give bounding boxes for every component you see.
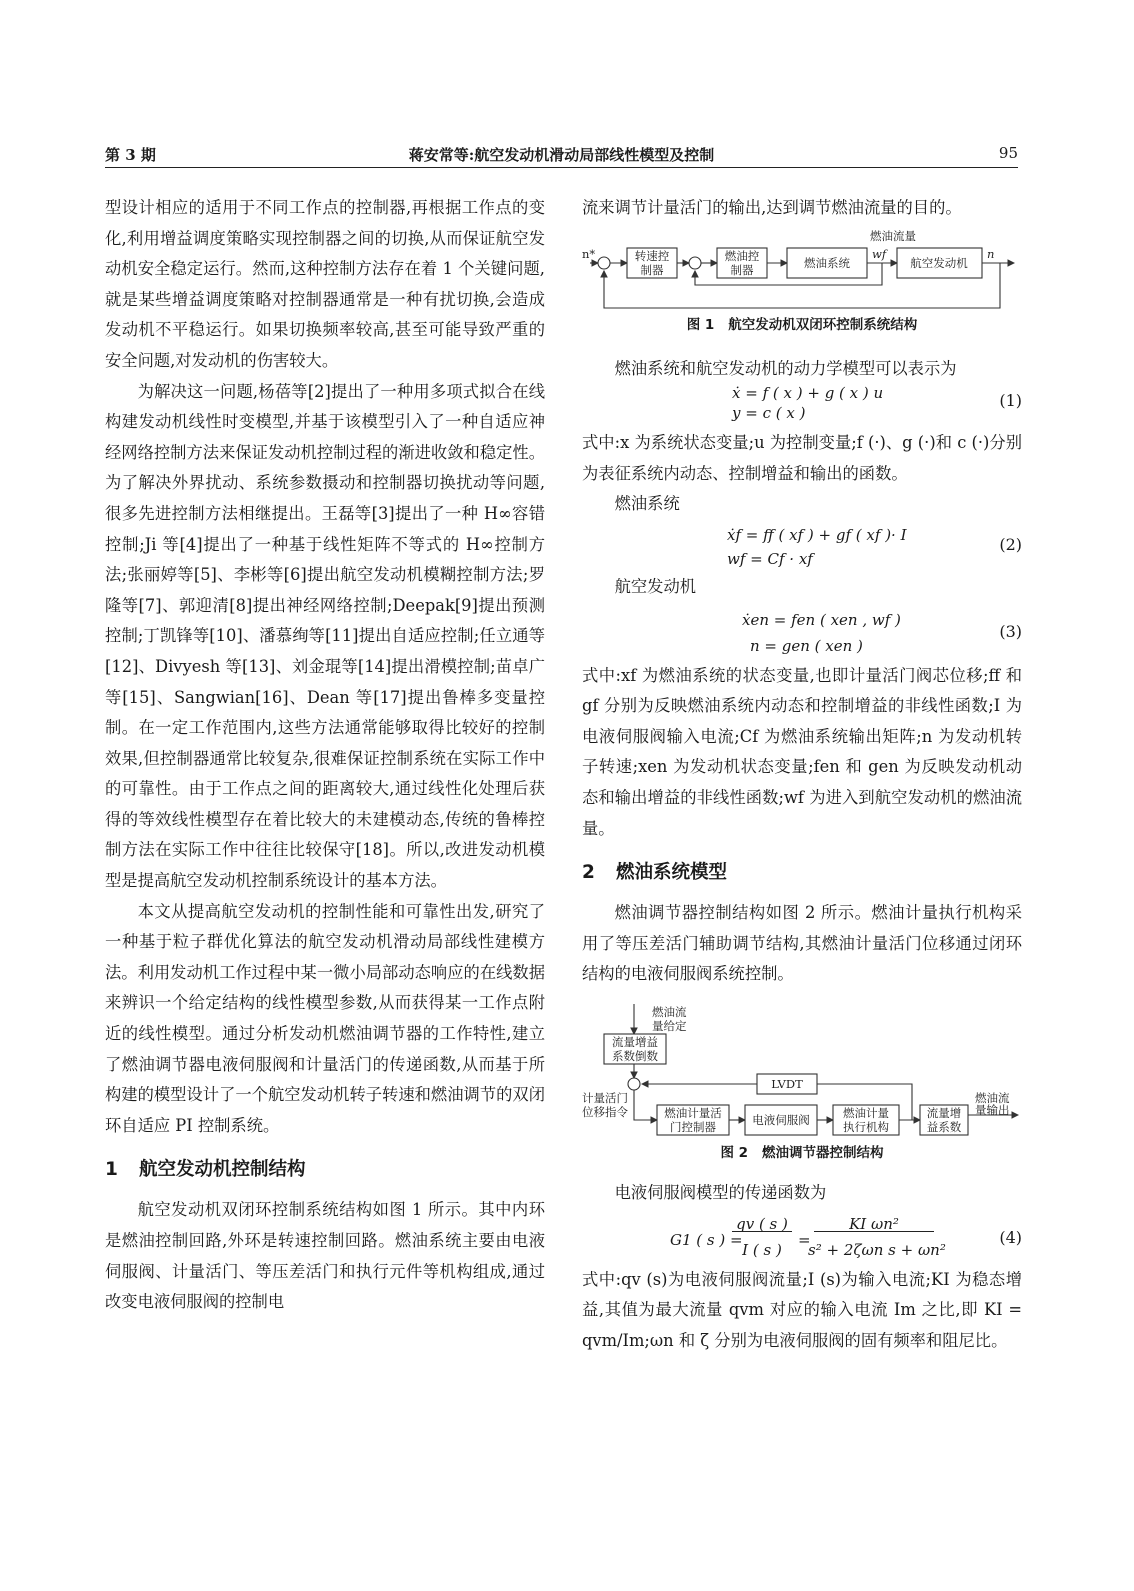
- svg-text:流量增益: 流量增益: [612, 1034, 658, 1049]
- svg-text:系数倒数: 系数倒数: [612, 1048, 658, 1063]
- figure-2-diagram: [582, 1002, 1022, 1144]
- page-number: 95: [998, 144, 1018, 162]
- paragraph: 型设计相应的适用于不同工作点的控制器,再根据工作点的变化,利用增益调度策略实现控制器之间的切换,从而保证航空发动机安全稳定运行。然而,这种控制方法存在着 1 个关键问题,就是某些增益调度策略对控制器通常是一种有扰切换,会造成发动机不平稳运行。如果切换频率较高,甚至可能导致严重的安全问题,对发动机的伤害较大。: [105, 198, 545, 370]
- paragraph: 电液伺服阀模型的传递函数为: [614, 1182, 827, 1202]
- svg-text:燃油计量活: 燃油计量活: [664, 1105, 722, 1120]
- paragraph: 式中:x 为系统状态变量;u 为控制变量;f (·)、g (·)和 c (·)分别为表征系统内动态、控制增益和输出的函数。: [582, 433, 1022, 483]
- svg-text:燃油流: 燃油流: [975, 1090, 1010, 1105]
- figure-1-diagram: [582, 230, 1022, 318]
- svg-text:n: n: [987, 246, 995, 261]
- running-header: [105, 140, 1018, 166]
- issue-number: 第 3 期: [105, 146, 156, 164]
- paragraph: 式中:qv (s)为电液伺服阀流量;I (s)为输入电流;KI 为稳态增益,其值为最大流量 qvm 对应的输入电流 Im 之比,即 KI = qvm/Im;ωn 和 ζ 分别为电液伺服阀的固有频率和阻尼比。: [582, 1269, 1022, 1350]
- section-heading-1: 1 航空发动机控制结构: [105, 1159, 306, 1181]
- header-rule: [105, 167, 1018, 168]
- svg-text:燃油系统: 燃油系统: [804, 255, 850, 270]
- equation-1: ẋ = f ( x ) + g ( x ) u y = c ( x ) (1): [732, 384, 1022, 423]
- paragraph: 燃油系统和航空发动机的动力学模型可以表示为: [614, 358, 957, 378]
- svg-text:门控制器: 门控制器: [670, 1119, 716, 1134]
- svg-text:wf: wf: [872, 246, 887, 261]
- svg-text:量输出: 量输出: [975, 1102, 1010, 1117]
- left-column: [105, 193, 545, 1318]
- svg-text:电液伺服阀: 电液伺服阀: [752, 1112, 810, 1127]
- n-star-label: n*: [582, 246, 596, 261]
- equation-4: G1 ( s ) = qv ( s ) I ( s ) = KI ωn² s² + 2ζωn s + ωn² (4): [670, 1214, 1022, 1259]
- equation-2: ẋf = ff ( xf ) + gf ( xf )· I wf = Cf · xf (2): [727, 525, 1022, 568]
- svg-text:制器: 制器: [730, 262, 754, 277]
- svg-text:制器: 制器: [640, 262, 664, 277]
- figure-1-caption: 图 1 航空发动机双闭环控制系统结构: [686, 316, 918, 333]
- sum-junction: [628, 1078, 640, 1090]
- paragraph: 式中:xf 为燃油系统的状态变量,也即计量活门阀芯位移;ff 和 gf 分别为反映燃油系统内动态和控制增益的非线性函数;I 为电液伺服阀输入电流;Cf 为燃油系统输出矩阵;n 为发动机转子转速;xen 为发动机状态变量;fen 和 gen 为反映发动机动态和输出增益的非线性函数;wf 为进入到航空发动机的燃油流量。: [582, 665, 1022, 838]
- svg-text:航空发动机: 航空发动机: [910, 255, 968, 270]
- svg-text:计量活门: 计量活门: [582, 1090, 628, 1105]
- figure-2-caption: 图 2 燃油调节器控制结构: [720, 1144, 884, 1161]
- sum-junction: [689, 257, 701, 269]
- svg-text:位移指令: 位移指令: [582, 1104, 628, 1119]
- svg-text:LVDT: LVDT: [771, 1076, 803, 1091]
- running-title: 蒋安常等:航空发动机滑动局部线性模型及控制: [408, 146, 715, 164]
- svg-text:转速控: 转速控: [634, 248, 670, 263]
- sum-junction: [598, 257, 610, 269]
- section-heading-2: 2 燃油系统模型: [582, 862, 728, 884]
- paragraph: 流来调节计量活门的输出,达到调节燃油流量的目的。: [582, 198, 962, 217]
- svg-text:益系数: 益系数: [926, 1119, 962, 1134]
- figure-1: [582, 230, 1022, 340]
- svg-text:流量增: 流量增: [926, 1105, 962, 1120]
- svg-text:燃油计量: 燃油计量: [843, 1105, 889, 1120]
- svg-text:燃油流: 燃油流: [652, 1004, 687, 1019]
- engine-label: 航空发动机: [614, 576, 697, 596]
- svg-text:燃油控: 燃油控: [724, 248, 760, 263]
- figure-2: [582, 1002, 1022, 1172]
- svg-text:执行机构: 执行机构: [843, 1119, 889, 1134]
- svg-text:量给定: 量给定: [652, 1018, 687, 1033]
- fuel-system-label: 燃油系统: [614, 494, 680, 514]
- svg-text:燃油流量: 燃油流量: [870, 229, 916, 243]
- right-column: [582, 193, 1022, 1356]
- paragraph: 为解决这一问题,杨蓓等[2]提出了一种用多项式拟合在线构建发动机线性时变模型,并基于该模型引入了一种自适应神经网络控制方法来保证发动机控制过程的渐进收敛和稳定性。为了解决外界扰动、系统参数摄动和控制器切换扰动等问题,很多先进控制方法相继提出。王磊等[3]提出了一种 H∞容错控制;Ji 等[4]提出了一种基于线性矩阵不等式的 H∞控制方法;张丽婷等[5]、李彬等[6]提出航空发动机模糊控制方法;罗隆等[7]、郭迎清[8]提出神经网络控制;Deepak[9]提出预测控制;丁凯锋等[10]、潘慕绚等[11]提出自适应控制;任立通等[12]、Divyesh 等[13]、刘金琨等[14]提出滑模控制;苗卓广等[15]、Sangwian[16]、Dean 等[17]提出鲁棒多变量控制。在一定工作范围内,这些方法通常能够取得比较好的控制效果,但控制器通常比较复杂,很难保证控制系统在实际工作中的可靠性。由于工作点之间的距离较大,通过线性化处理后获得的等效线性模型存在着比较大的未建模动态,传统的鲁棒控制方法在实际工作中往往比较保守[18]。所以,改进发动机模型是提高航空发动机控制系统设计的基本方法。: [105, 381, 545, 891]
- paragraph: 本文从提高航空发动机的控制性能和可靠性出发,研究了一种基于粒子群优化算法的航空发动机滑动局部线性建模方法。利用发动机工作过程中某一微小局部动态响应的在线数据来辨识一个给定结构的线性模型参数,从而获得某一工作点附近的线性模型。通过分析发动机燃油调节器的工作特性,建立了燃油调节器电液伺服阀和计量活门的传递函数,从而基于所构建的模型设计了一个航空发动机转子转速和燃油调节的双闭环自适应 PI 控制系统。: [105, 901, 545, 1135]
- paragraph: 航空发动机双闭环控制系统结构如图 1 所示。其中内环是燃油控制回路,外环是转速控制回路。燃油系统主要由电液伺服阀、计量活门、等压差活门和执行元件等机构组成,通过改变电液伺服阀的控制电: [105, 1200, 545, 1312]
- equation-3: ẋen = fen ( xen , wf ) n = gen ( xen ) (3): [742, 610, 1022, 655]
- paragraph: 燃油调节器控制结构如图 2 所示。燃油计量执行机构采用了等压差活门辅助调节结构,其燃油计量活门位移通过闭环结构的电液伺服阀系统控制。: [582, 903, 1022, 984]
